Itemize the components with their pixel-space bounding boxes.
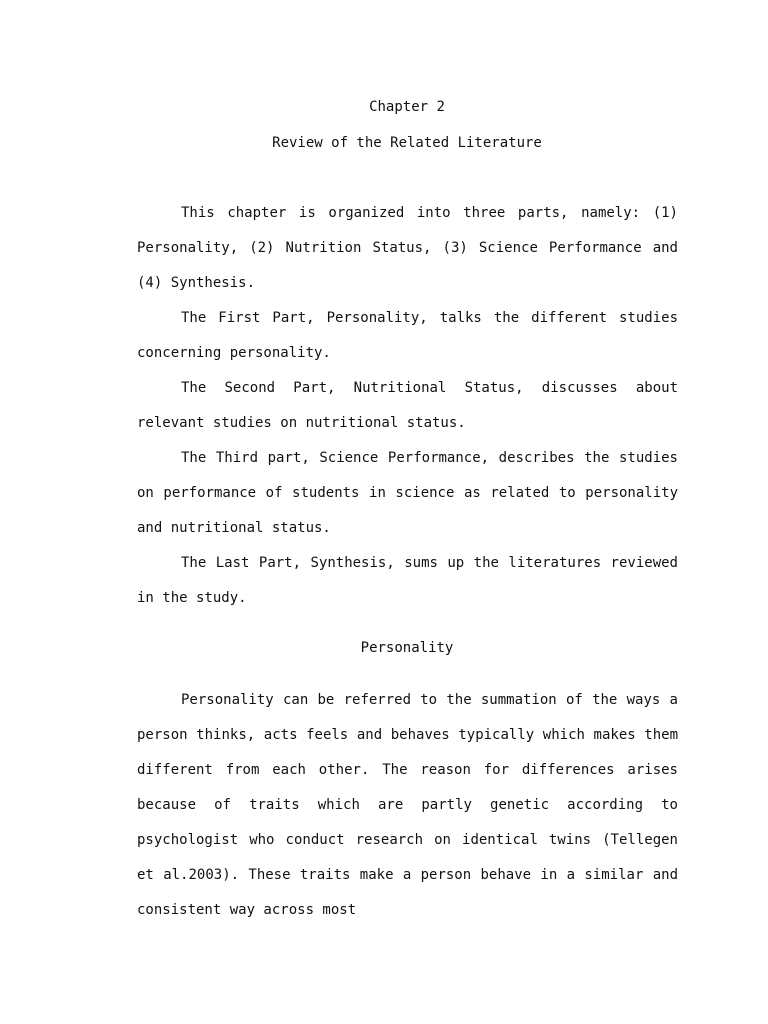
intro-paragraph-4: The Third part, Science Performance, describes the studies on performance of students in science as related to personality and nutritional status. [137,450,678,536]
personality-section [137,683,678,928]
personality-paragraph: Personality can be referred to the summation of the ways a person thinks, acts feels and behaves typically which makes them different from each other. The reason for differences arises because of traits which are partly genetic according to psychologist who conduct research on identical twins (Tellegen et al.2003). These traits make a person behave in a similar and consistent way across most [137,692,678,918]
intro-paragraph-5: The Last Part, Synthesis, sums up the literatures reviewed in the study. [137,555,678,606]
chapter-title: Chapter 2 [369,99,445,115]
chapter-subtitle: Review of the Related Literature [272,135,542,151]
intro-paragraph-2: The First Part, Personality, talks the different studies concerning personality. [137,310,678,361]
intro-paragraph-1: This chapter is organized into three parts, namely: (1) Personality, (2) Nutrition Status, (3) Science Performance and (4) Synthesis. [137,205,678,291]
section-heading: Personality [360,640,454,656]
intro-section [137,196,678,616]
intro-paragraph-3: The Second Part, Nutritional Status, discusses about relevant studies on nutritional status. [137,380,678,431]
